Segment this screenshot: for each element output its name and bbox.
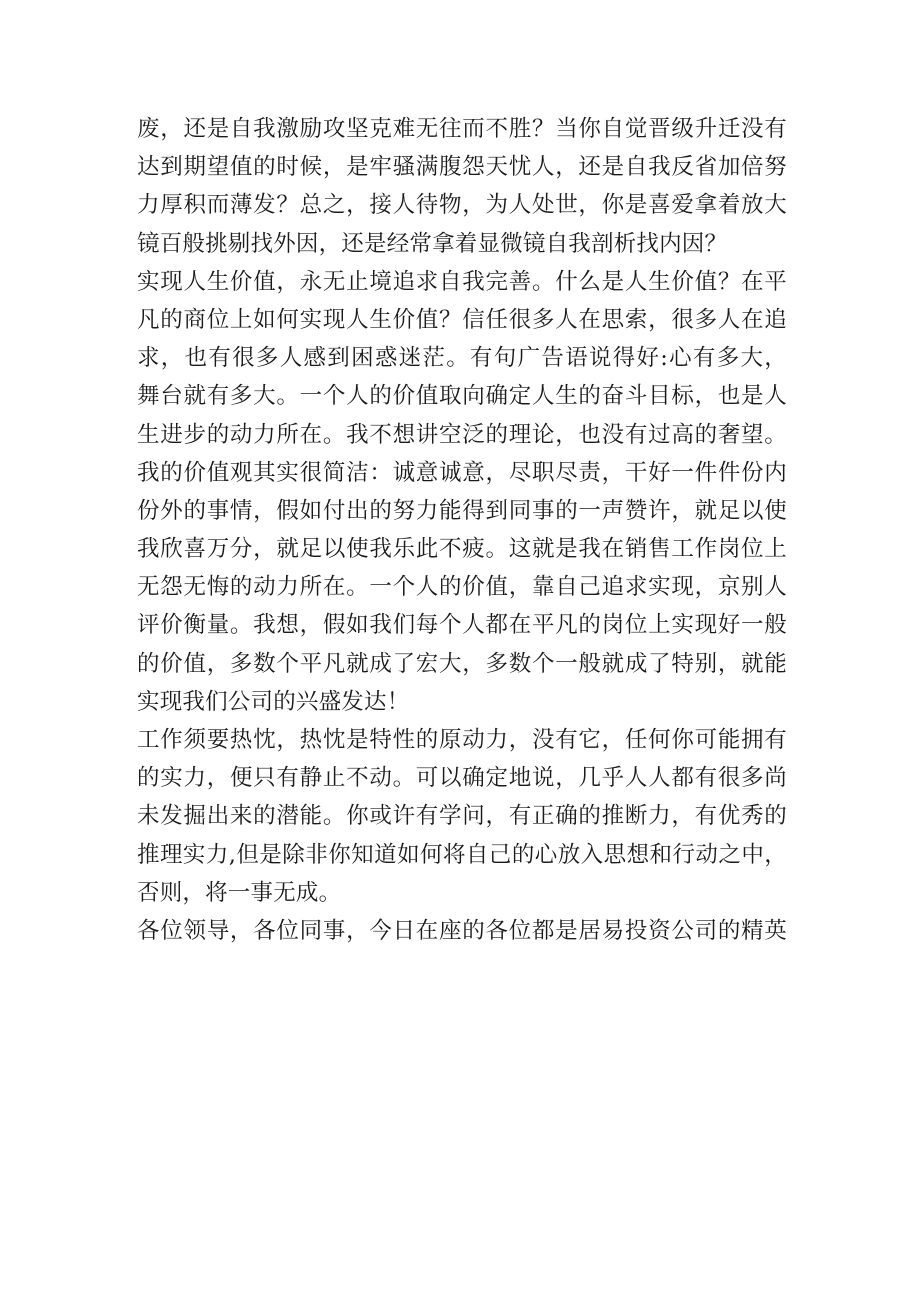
text-line: 我的价值观其实很简洁：诚意诚意，尽职尽责，干好一件件份内 [137, 459, 787, 486]
text-line: 评价衡量。我想，假如我们每个人都在平凡的岗位上实现好一般 [137, 612, 787, 639]
body-text [137, 110, 787, 950]
text-line: 无怨无悔的动力所在。一个人的价值，靠自己追求实现，京别人 [137, 574, 787, 601]
text-line: 求，也有很多人感到困惑迷茫。有句广告语说得好:心有多大， [137, 345, 787, 372]
text-line: 各位领导，各位同事，今日在座的各位都是居易投资公司的精英 [137, 917, 787, 944]
text-line: 镜百般挑剔找外因，还是经常拿着显微镜自我剖析找内因？ [137, 230, 728, 257]
text-line: 的价值，多数个平凡就成了宏大，多数个一般就成了特别，就能 [137, 650, 787, 677]
text-line: 未发掘出来的潜能。你或许有学问，有正确的推断力，有优秀的 [137, 803, 787, 830]
text-line: 否则，将一事无成。 [137, 879, 342, 906]
text-line: 推理实力,但是除非你知道如何将自己的心放入思想和行动之中， [137, 841, 787, 868]
text-line: 凡的商位上如何实现人生价值？信任很多人在思索，很多人在追 [137, 306, 787, 333]
text-line: 的实力，便只有静止不动。可以确定地说，几乎人人都有很多尚 [137, 765, 787, 792]
text-line: 实现我们公司的兴盛发达！ [137, 688, 410, 715]
text-line: 生进步的动力所在。我不想讲空泛的理论，也没有过高的奢望。 [137, 421, 787, 448]
text-line: 工作须要热忱，热忱是特性的原动力，没有它，任何你可能拥有 [137, 727, 787, 753]
text-line: 力厚积而薄发？总之，接人待物，为人处世，你是喜爱拿着放大 [137, 192, 787, 219]
text-line: 达到期望值的时候，是牢骚满腹怨天忧人，还是自我反省加倍努 [137, 154, 787, 181]
text-line: 份外的事情，假如付出的努力能得到同事的一声赞许，就足以使 [137, 497, 787, 524]
text-line: 我欣喜万分，就足以使我乐此不疲。这就是我在销售工作岗位上 [137, 536, 787, 563]
text-line: 实现人生价值，永无止境追求自我完善。什么是人生价值？在平 [137, 268, 787, 295]
text-line: 舞台就有多大。一个人的价值取向确定人生的奋斗目标，也是人 [137, 383, 787, 410]
text-line: 废，还是自我激励攻坚克难无往而不胜？当你自觉晋级升迁没有 [137, 116, 787, 142]
